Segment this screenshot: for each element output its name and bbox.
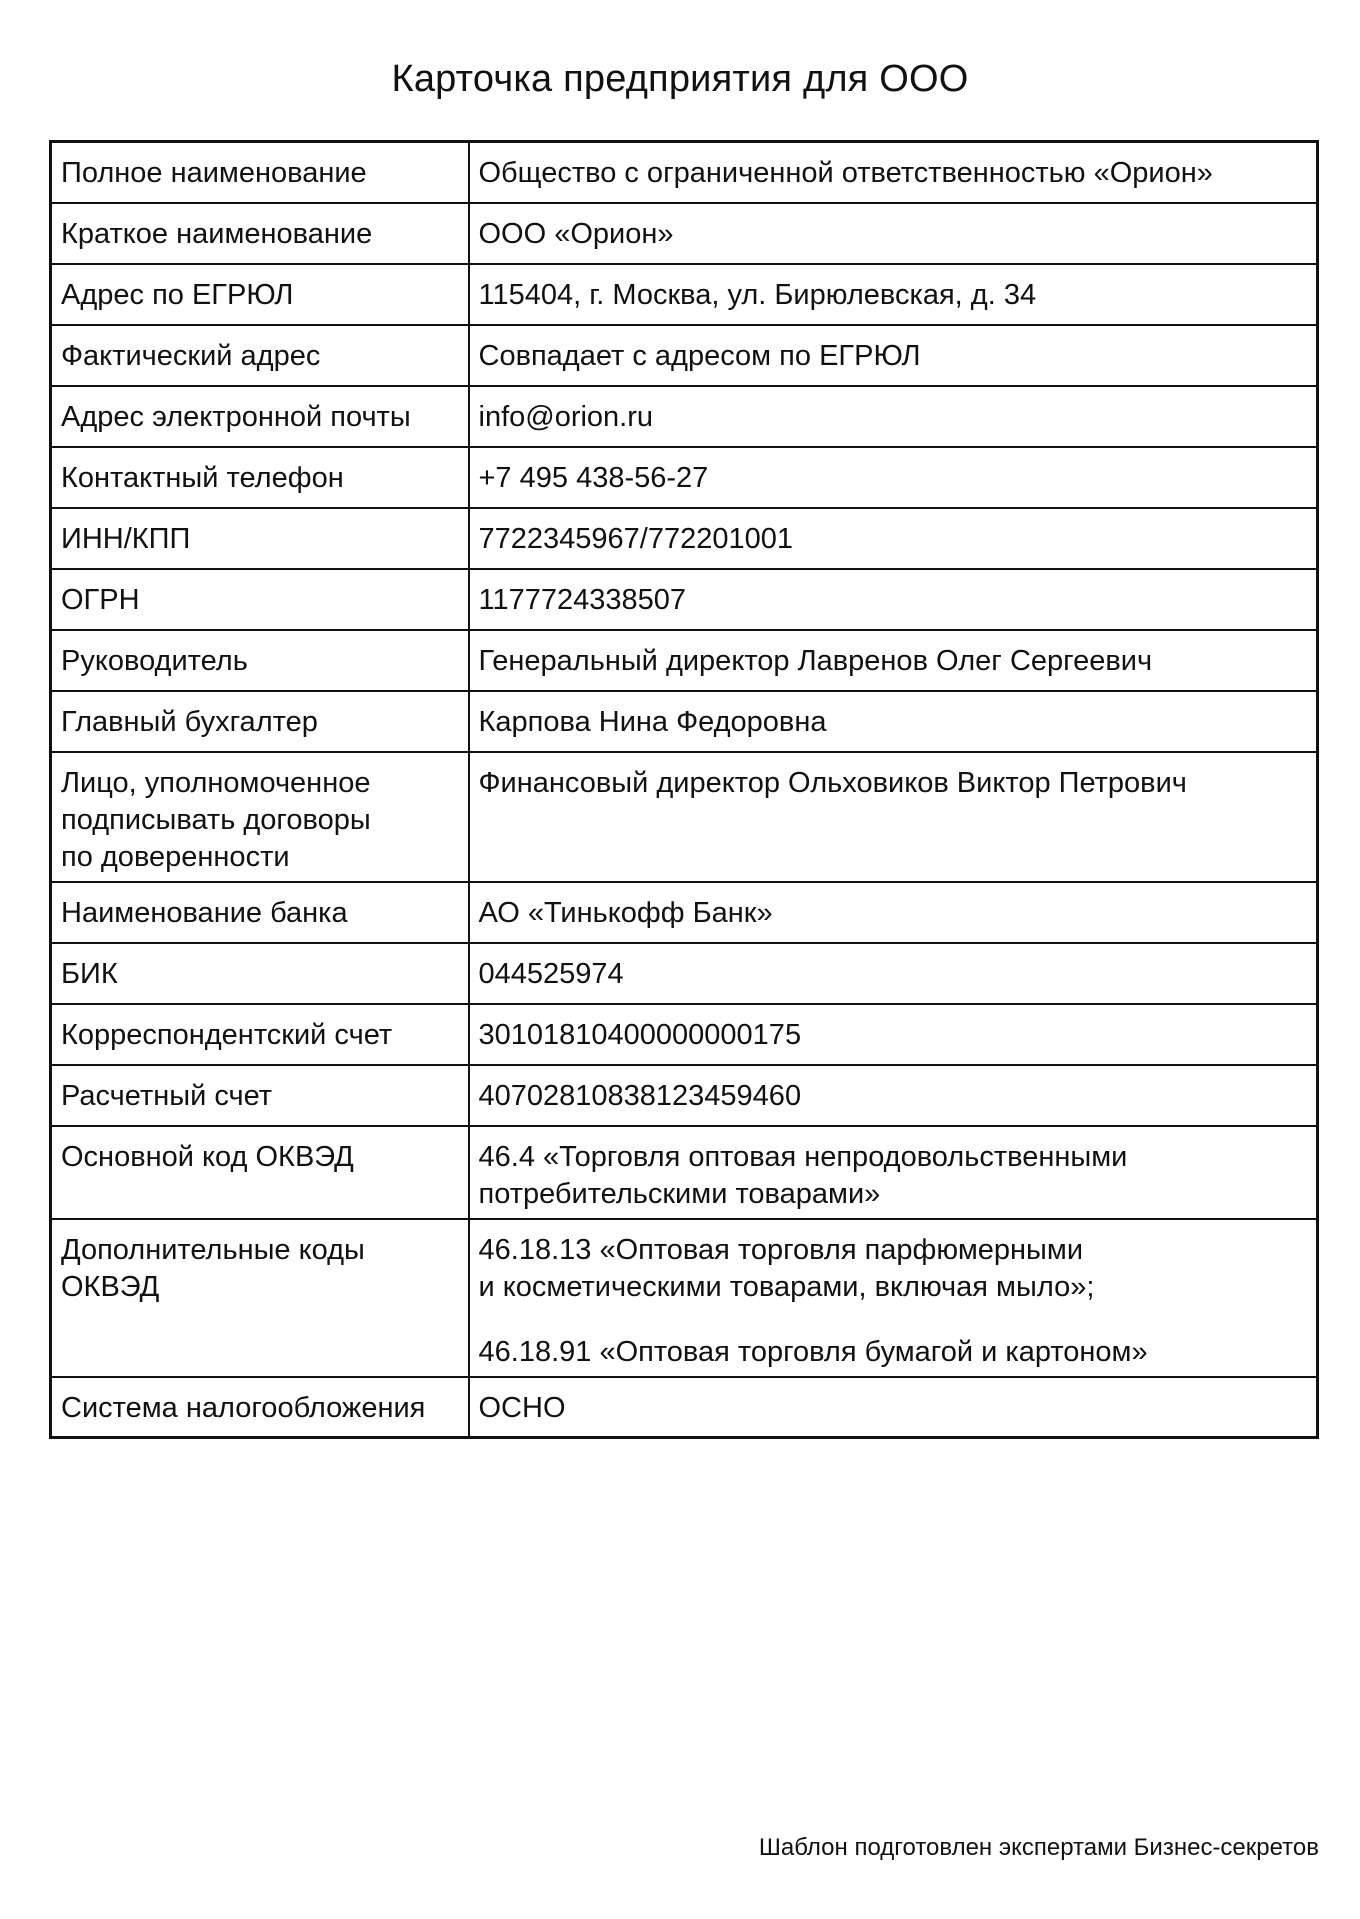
row-value: info@orion.ru (469, 386, 1318, 447)
row-label: Фактический адрес (51, 325, 469, 386)
table-row-short-name (51, 203, 1318, 264)
row-label-line: подписывать договоры (61, 803, 371, 836)
table-row-extra-okved (51, 1219, 1318, 1377)
row-label-line: по доверенности (61, 840, 290, 873)
row-label: Полное наименование (51, 142, 469, 203)
table-row-authorized-person (51, 752, 1318, 882)
row-label: Контактный телефон (51, 447, 469, 508)
row-label (51, 752, 469, 882)
table-row-full-name (51, 142, 1318, 203)
table-row-ogrn (51, 569, 1318, 630)
row-value-line: и косметическими товарами, включая мыло»; (478, 1270, 1095, 1303)
row-label-line: ОКВЭД (61, 1270, 160, 1303)
row-value: Финансовый директор Ольховиков Виктор Петрович (469, 752, 1318, 882)
row-value-line: 46.18.13 «Оптовая торговля парфюмерными (478, 1233, 1084, 1266)
row-value: 115404, г. Москва, ул. Бирюлевская, д. 34 (469, 264, 1318, 325)
row-value: 30101810400000000175 (469, 1004, 1318, 1065)
row-label: БИК (51, 943, 469, 1004)
table-row-tax-system (51, 1377, 1318, 1438)
table-row-corr-account (51, 1004, 1318, 1065)
row-value-line: потребительскими товарами» (478, 1177, 881, 1210)
row-label: Краткое наименование (51, 203, 469, 264)
row-value-line: 46.4 «Торговля оптовая непродовольственными (478, 1140, 1128, 1173)
table-row-director (51, 630, 1318, 691)
row-label: Главный бухгалтер (51, 691, 469, 752)
page-title: Карточка предприятия для ООО (391, 58, 969, 100)
table-row-phone (51, 447, 1318, 508)
table-row-bank-name (51, 882, 1318, 943)
row-value (469, 1126, 1318, 1219)
table-row-chief-accountant (51, 691, 1318, 752)
table-row-main-okved (51, 1126, 1318, 1219)
table-row-settlement-account (51, 1065, 1318, 1126)
table-row-email (51, 386, 1318, 447)
row-value-line: 46.18.91 «Оптовая торговля бумагой и картоном» (478, 1335, 1148, 1368)
table-row-bik (51, 943, 1318, 1004)
row-label: Основной код ОКВЭД (51, 1126, 469, 1219)
row-value: +7 495 438-56-27 (469, 447, 1318, 508)
row-label: Расчетный счет (51, 1065, 469, 1126)
row-label-line: Дополнительные коды (61, 1233, 365, 1266)
row-value: ООО «Орион» (469, 203, 1318, 264)
row-value: 7722345967/772201001 (469, 508, 1318, 569)
row-label: ОГРН (51, 569, 469, 630)
row-label: Корреспондентский счет (51, 1004, 469, 1065)
row-value: 044525974 (469, 943, 1318, 1004)
company-card-table (49, 140, 1319, 1439)
row-value: 40702810838123459460 (469, 1065, 1318, 1126)
row-label: Система налогообложения (51, 1377, 469, 1438)
row-value: 1177724338507 (469, 569, 1318, 630)
row-value: Совпадает с адресом по ЕГРЮЛ (469, 325, 1318, 386)
row-label (51, 1219, 469, 1377)
row-value: ОСНО (469, 1377, 1318, 1438)
row-label: Адрес электронной почты (51, 386, 469, 447)
table-row-legal-address (51, 264, 1318, 325)
row-label-line: Лицо, уполномоченное (61, 766, 371, 799)
row-value: Генеральный директор Лавренов Олег Сергеевич (469, 630, 1318, 691)
table-row-inn-kpp (51, 508, 1318, 569)
row-value: Карпова Нина Федоровна (469, 691, 1318, 752)
row-label: ИНН/КПП (51, 508, 469, 569)
row-value: АО «Тинькофф Банк» (469, 882, 1318, 943)
table-row-actual-address (51, 325, 1318, 386)
row-value (469, 1219, 1318, 1377)
footer-note: Шаблон подготовлен экспертами Бизнес-секретов (758, 1834, 1319, 1861)
row-label: Руководитель (51, 630, 469, 691)
row-value: Общество с ограниченной ответственностью «Орион» (469, 142, 1318, 203)
row-label: Адрес по ЕГРЮЛ (51, 264, 469, 325)
row-label: Наименование банка (51, 882, 469, 943)
